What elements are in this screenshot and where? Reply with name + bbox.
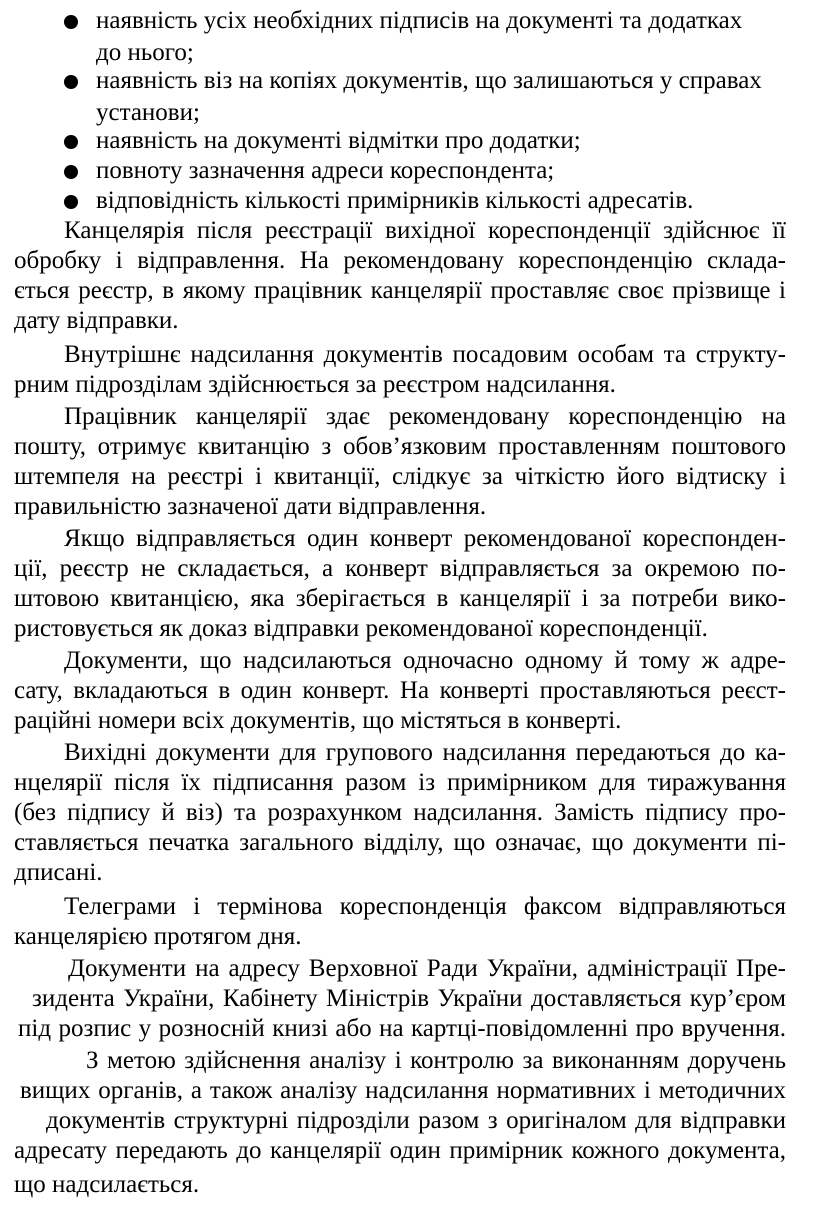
paragraph-line: Працівник канцелярії здає рекомендовану кореспонденцію на xyxy=(64,403,786,430)
paragraph-line: Телеграми і термінова кореспонденція факсом відправляються xyxy=(64,893,786,920)
paragraph-line: раційні номери всіх документів, що містяться в конверті. xyxy=(14,707,622,734)
paragraph-line: ставляється печатка загального відділу, що означає, що документи пі- xyxy=(14,829,786,856)
paragraph-line: пошту, отримує квитанцію з обов’язковим проставленням поштового xyxy=(14,433,786,460)
paragraph-line: рним підрозділам здійснюється за реєстром надсилання. xyxy=(14,371,616,398)
paragraph-line: вищих органів, а також аналізу надсилання нормативних і методичних xyxy=(20,1077,786,1104)
paragraph-line: Якщо відправляється один конверт рекомендованої кореспонден- xyxy=(64,525,786,552)
paragraph-line: документів структурні підрозділи разом з оригіналом для відправки xyxy=(46,1107,786,1134)
paragraph-line: дписані. xyxy=(14,859,103,886)
paragraph-line: правильністю зазначеної дати відправлення. xyxy=(14,493,487,520)
paragraph-line: Внутрішнє надсилання документів посадовим особам та структу- xyxy=(64,341,786,368)
paragraph-line: штемпеля на реєстрі і квитанції, слідкує за чіткістю його відтиску і xyxy=(14,463,786,490)
paragraph-line: нцелярії після їх підписання разом із примірником для тиражування xyxy=(14,769,786,796)
list-item-cont: до нього; xyxy=(96,39,194,66)
bullet-icon xyxy=(64,135,78,149)
list-item: відповідність кількості примірників кількості адресатів. xyxy=(96,187,694,214)
paragraph-line: канцелярією протягом дня. xyxy=(14,923,302,950)
paragraph-line: ристовується як доказ відправки рекомендованої кореспонденції. xyxy=(14,615,708,642)
list-item-cont: установи; xyxy=(96,99,200,126)
bullet-icon xyxy=(64,195,78,209)
bullet-icon xyxy=(64,165,78,179)
paragraph-line: Документи, що надсилаються одночасно одному й тому ж адре- xyxy=(64,647,786,674)
list-item: повноту зазначення адреси кореспондента; xyxy=(96,157,555,184)
list-item: наявність на документі відмітки про додатки; xyxy=(96,127,581,154)
paragraph-line: Вихідні документи для групового надсилання передаються до ка- xyxy=(64,739,786,766)
paragraph-line: зидента України, Кабінету Міністрів України доставляється кур’єром xyxy=(32,985,786,1012)
paragraph-line: (без підпису й віз) та розрахунком надсилання. Замість підпису про- xyxy=(14,799,786,826)
paragraph-line: сату, вкладаються в один конверт. На конверті проставляються реєст- xyxy=(14,677,786,704)
paragraph-line: Канцелярія після реєстрації вихідної кореспонденції здійснює її xyxy=(64,217,786,244)
paragraph-line: ції, реєстр не складається, а конверт відправляється за окремою по- xyxy=(14,555,786,582)
paragraph-line: обробку і відправлення. На рекомендовану кореспонденцію склада- xyxy=(14,247,786,274)
paragraph-line: штовою квитанцією, яка зберігається в канцелярії і за потреби вико- xyxy=(14,585,786,612)
list-item: наявність усіх необхідних підписів на документі та додатках xyxy=(96,7,743,34)
bullet-icon xyxy=(64,75,78,89)
paragraph-line: під розпис у розносній книзі або на картці-повідомленні про вручення. xyxy=(18,1015,786,1042)
list-item: наявність віз на копіях документів, що залишаються у справах xyxy=(96,67,762,94)
bullet-icon xyxy=(64,15,78,29)
paragraph-line: З метою здійснення аналізу і контролю за виконанням доручень xyxy=(86,1047,786,1074)
paragraph-line: Документи на адресу Верховної Ради України, адміністрації Пре- xyxy=(68,955,786,982)
paragraph-line: дату відправки. xyxy=(14,307,179,334)
paragraph-line: адресату передають до канцелярії один примірник кожного документа, що надсилається. xyxy=(14,1137,786,1198)
paragraph-line: ється реєстр, в якому працівник канцелярії проставляє своє прізвище і xyxy=(14,277,786,304)
